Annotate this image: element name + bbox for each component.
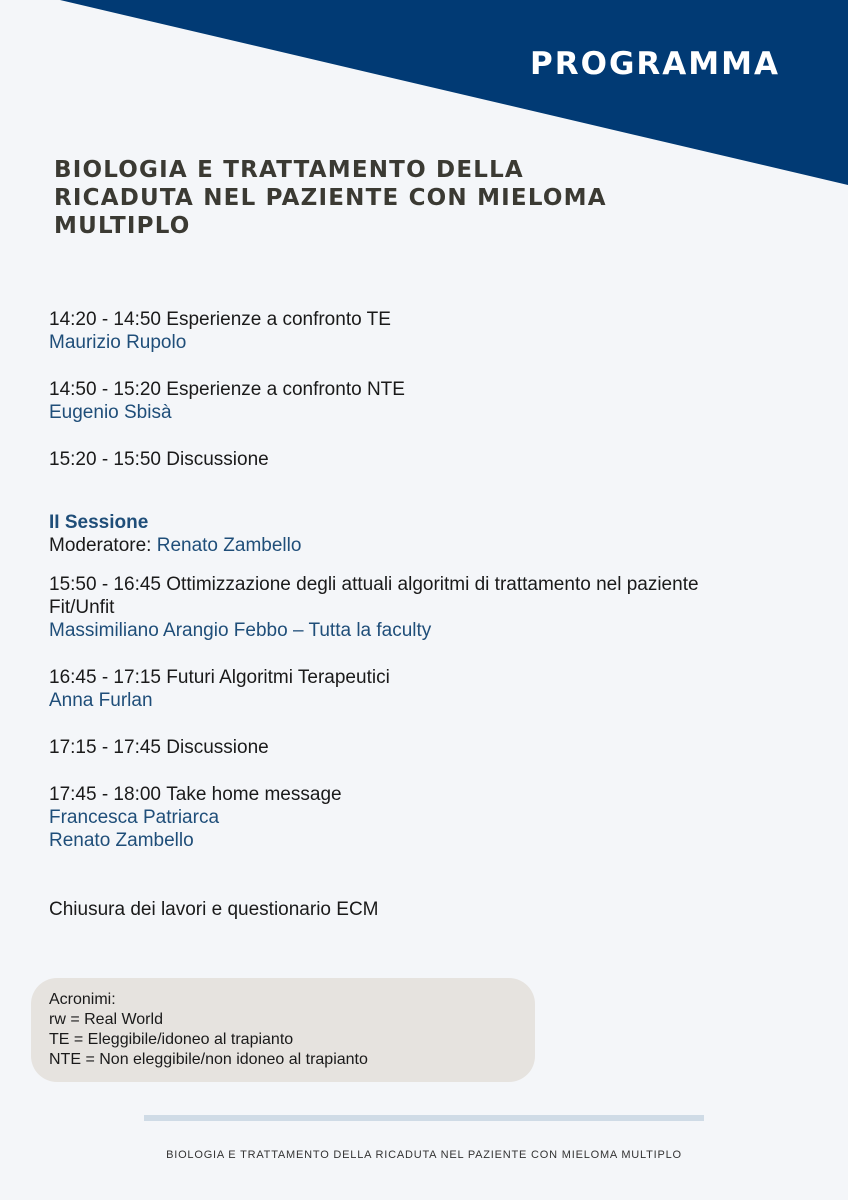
agenda-item: [49, 378, 769, 424]
agenda-item: [49, 736, 769, 759]
acronym-line: TE = Eleggibile/idoneo al trapianto: [49, 1031, 294, 1048]
agenda-item: [49, 448, 769, 471]
agenda-topic: Take home message: [166, 784, 342, 805]
agenda-topic: Discussione: [166, 449, 269, 470]
agenda-item: [49, 783, 769, 852]
agenda-topic: Discussione: [166, 737, 269, 758]
agenda-time: 15:50 - 16:45: [49, 574, 167, 595]
agenda-speaker: Eugenio Sbisà: [49, 402, 172, 423]
agenda-speaker: Anna Furlan: [49, 690, 153, 711]
agenda-item: [49, 666, 769, 712]
agenda-topic: Futuri Algoritmi Terapeutici: [166, 667, 390, 688]
agenda-speaker: Renato Zambello: [49, 830, 194, 851]
agenda-topic: Ottimizzazione degli attuali algoritmi di trattamento nel paziente Fit/Unfit: [49, 574, 699, 618]
moderator-name: Renato Zambello: [156, 535, 302, 556]
agenda-time: 14:50 - 15:20: [49, 379, 167, 400]
agenda-speaker: Massimiliano Arangio Febbo – Tutta la faculty: [49, 620, 432, 641]
moderator-label: Moderatore:: [49, 535, 157, 556]
agenda-item: [49, 308, 769, 354]
banner-title: PROGRAMMA: [530, 46, 780, 82]
acronym-line: NTE = Non eleggibile/non idoneo al trapianto: [49, 1051, 368, 1068]
acronyms-heading: Acronimi:: [49, 991, 116, 1008]
moderator-line: [49, 534, 769, 557]
agenda-time: 17:15 - 17:45: [49, 737, 167, 758]
agenda-time: 14:20 - 14:50: [49, 309, 167, 330]
acronym-line: rw = Real World: [49, 1011, 163, 1028]
closing-text: Chiusura dei lavori e questionario ECM: [49, 899, 379, 920]
acronyms-box: [31, 978, 535, 1082]
agenda-topic: Esperienze a confronto TE: [166, 309, 391, 330]
agenda-time: 17:45 - 18:00: [49, 784, 167, 805]
agenda-speaker: Francesca Patriarca: [49, 807, 220, 828]
footer-divider: [144, 1115, 704, 1121]
agenda-speaker: Maurizio Rupolo: [49, 332, 187, 353]
page-title: BIOLOGIA E TRATTAMENTO DELLA RICADUTA NEL PAZIENTE CON MIELOMA MULTIPLO: [54, 157, 607, 239]
agenda-time: 15:20 - 15:50: [49, 449, 167, 470]
agenda: [49, 308, 769, 921]
footer-text: BIOLOGIA E TRATTAMENTO DELLA RICADUTA NEL PAZIENTE CON MIELOMA MULTIPLO: [166, 1149, 682, 1161]
session-title: II Sessione: [49, 512, 149, 533]
agenda-item: [49, 573, 769, 642]
agenda-time: 16:45 - 17:15: [49, 667, 167, 688]
agenda-topic: Esperienze a confronto NTE: [166, 379, 405, 400]
